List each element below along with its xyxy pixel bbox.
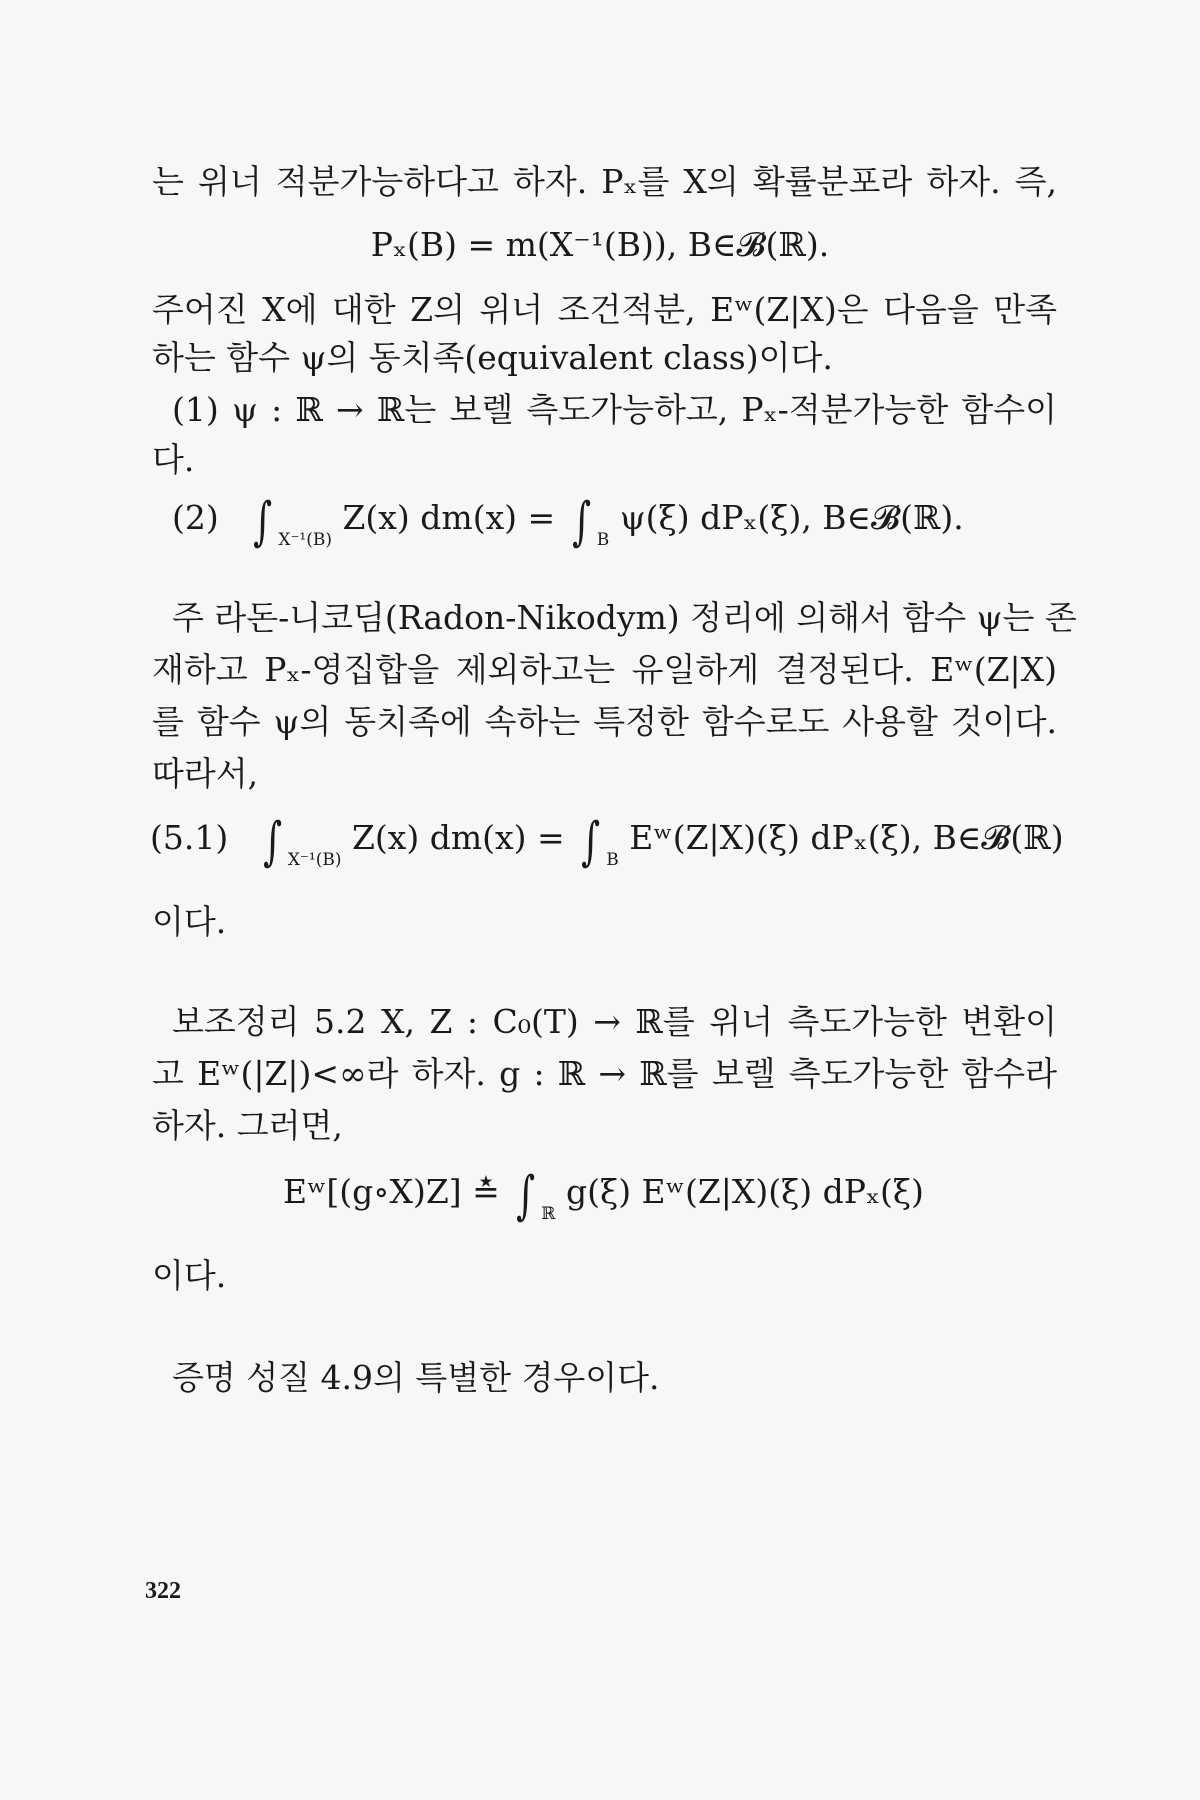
integral-domain: B [596,530,610,550]
lemma-line-2: 고 Eʷ(|Z|)<∞라 하자. g : ℝ → ℝ를 보렐 측도가능한 함수라 [152,1054,1057,1093]
equation-lemma-right: g(ξ) Eʷ(Z|X)(ξ) dPₓ(ξ) [566,1172,924,1211]
condition-2-label: (2) [172,498,219,537]
condition-1-line-2: 다. [152,440,195,479]
condition-2-right: ψ(ξ) dPₓ(ξ), B∈𝓑(ℝ). [619,498,964,537]
integral-sign: ∫ [253,492,273,552]
integral-domain: ℝ [541,1204,556,1224]
text-ida-1: 이다. [152,902,227,941]
lemma-line-3: 하자. 그러면, [152,1106,343,1145]
integral-sign: ∫ [516,1166,536,1226]
note-line-2: 재하고 Pₓ-영집합을 제외하고는 유일하게 결정된다. Eʷ(Z|X) [152,650,1057,689]
equation-lemma-left: Eʷ[(g∘X)Z] ≛ [283,1172,500,1211]
note-line-1: 주 라돈-니코딤(Radon-Nikodym) 정리에 의해서 함수 ψ는 존 [172,598,1077,637]
integral-domain: X⁻¹(B) [278,530,332,550]
lemma-line-1: 보조정리 5.2 X, Z : C₀(T) → ℝ를 위너 측도가능한 변환이 [172,1002,1057,1041]
proof-line: 증명 성질 4.9의 특별한 경우이다. [172,1358,660,1397]
text-ida-2: 이다. [152,1256,227,1295]
text-line-top: 는 위너 적분가능하다고 하자. Pₓ를 X의 확률분포라 하자. 즉, [152,162,1057,201]
note-line-4: 따라서, [152,754,259,793]
definition-line-2: 하는 함수 ψ의 동치족(equivalent class)이다. [152,338,833,377]
equation-5-1-right: Eʷ(Z|X)(ξ) dPₓ(ξ), B∈𝓑(ℝ) [629,818,1064,857]
page-number: 322 [145,1578,181,1604]
note-line-3: 를 함수 ψ의 동치족에 속하는 특정한 함수로도 사용할 것이다. [152,702,1057,741]
integral-domain: B [606,850,619,870]
condition-2-equation [172,492,964,560]
integral-sign: ∫ [571,492,591,552]
condition-2-left: Z(x) dm(x) = [342,498,556,537]
equation-px: Pₓ(B) = m(X⁻¹(B)), B∈𝓑(ℝ). [370,225,830,264]
equation-5-1-left: Z(x) dm(x) = [351,818,565,857]
integral-domain: X⁻¹(B) [287,850,342,870]
equation-lemma [283,1166,924,1234]
integral-sign: ∫ [581,812,601,872]
integral-sign: ∫ [262,812,282,872]
equation-5-1-label: (5.1) [150,818,229,857]
definition-line-1: 주어진 X에 대한 Z의 위너 조건적분, Eʷ(Z|X)은 다음을 만족 [152,290,1057,329]
equation-5-1 [150,812,1064,880]
condition-1-line-1: (1) ψ : ℝ → ℝ는 보렐 측도가능하고, Pₓ-적분가능한 함수이 [172,390,1057,429]
